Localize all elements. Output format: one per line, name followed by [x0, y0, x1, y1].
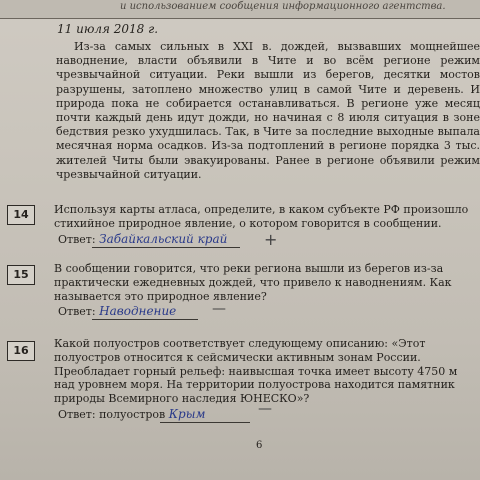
answer-label: Ответ:	[58, 233, 96, 246]
header-strip	[0, 0, 480, 19]
answer-label: Ответ: полуостров	[58, 408, 166, 421]
handwritten-answer: Крым	[168, 407, 206, 421]
handwritten-answer: Наводнение	[99, 304, 177, 318]
answer-underline	[92, 319, 198, 320]
page-number: 6	[256, 440, 263, 451]
question-number-box: 14	[7, 205, 35, 225]
question-number-box: 15	[7, 265, 35, 285]
question-text: Какой полуостров соответствует следующему описанию: «Этот полуостров относится к сейсмически активным зонам России. Преобладает горный рельеф: наивысшая точка имеет высоту 4750 м над уровнем моря. На территории полуострова находится памятник природы Всемирного наследия ЮНЕСКО»?	[54, 337, 458, 406]
grader-mark: +	[264, 230, 278, 249]
answer-label: Ответ:	[58, 305, 96, 318]
answer-row	[58, 304, 176, 318]
article-body	[56, 40, 480, 182]
article-text: Из-за самых сильных в XXI в. дождей, вызвавших мощнейшее наводнение, власти объявили в Чите и во всём регионе режим чрезвычайной ситуации. Реки вышли из берегов, десятки мостов разрушены, затоплено множество улиц в самой Чите и деревень. И природа пока не собирается останавливаться. В регионе уже месяц почти каждый день идут дожди, но начиная с 8 июля ситуация в зоне бедствия резко ухудшилась. Так, в Чите за последние выходные выпала месячная норма осадков. Из-за подтоплений в регионе порядка 3 тыс. жителей Читы были эвакуированы. Ранее в регионе объявили режим чрезвычайной ситуации.	[56, 40, 480, 181]
answer-underline	[160, 422, 250, 423]
question-text: Используя карты атласа, определите, в каком субъекте РФ произошло стихийное природное явление, о котором говорится в сообщении.	[54, 203, 469, 230]
answer-row	[58, 407, 205, 421]
grader-mark: —	[258, 401, 272, 417]
grader-mark: —	[212, 301, 226, 317]
header-strip-text: и использованием сообщения информационного агентства.	[120, 1, 446, 12]
handwritten-answer: Забайкальский край	[99, 232, 228, 246]
article-date: 11 июля 2018 г.	[57, 22, 159, 36]
answer-row	[58, 232, 227, 246]
question-number-box: 16	[7, 341, 35, 361]
answer-underline	[92, 247, 240, 248]
question-text: В сообщении говорится, что реки региона вышли из берегов из-за практически ежедневных дождей, что привело к наводнениям. Как называется это природное явление?	[54, 262, 452, 303]
